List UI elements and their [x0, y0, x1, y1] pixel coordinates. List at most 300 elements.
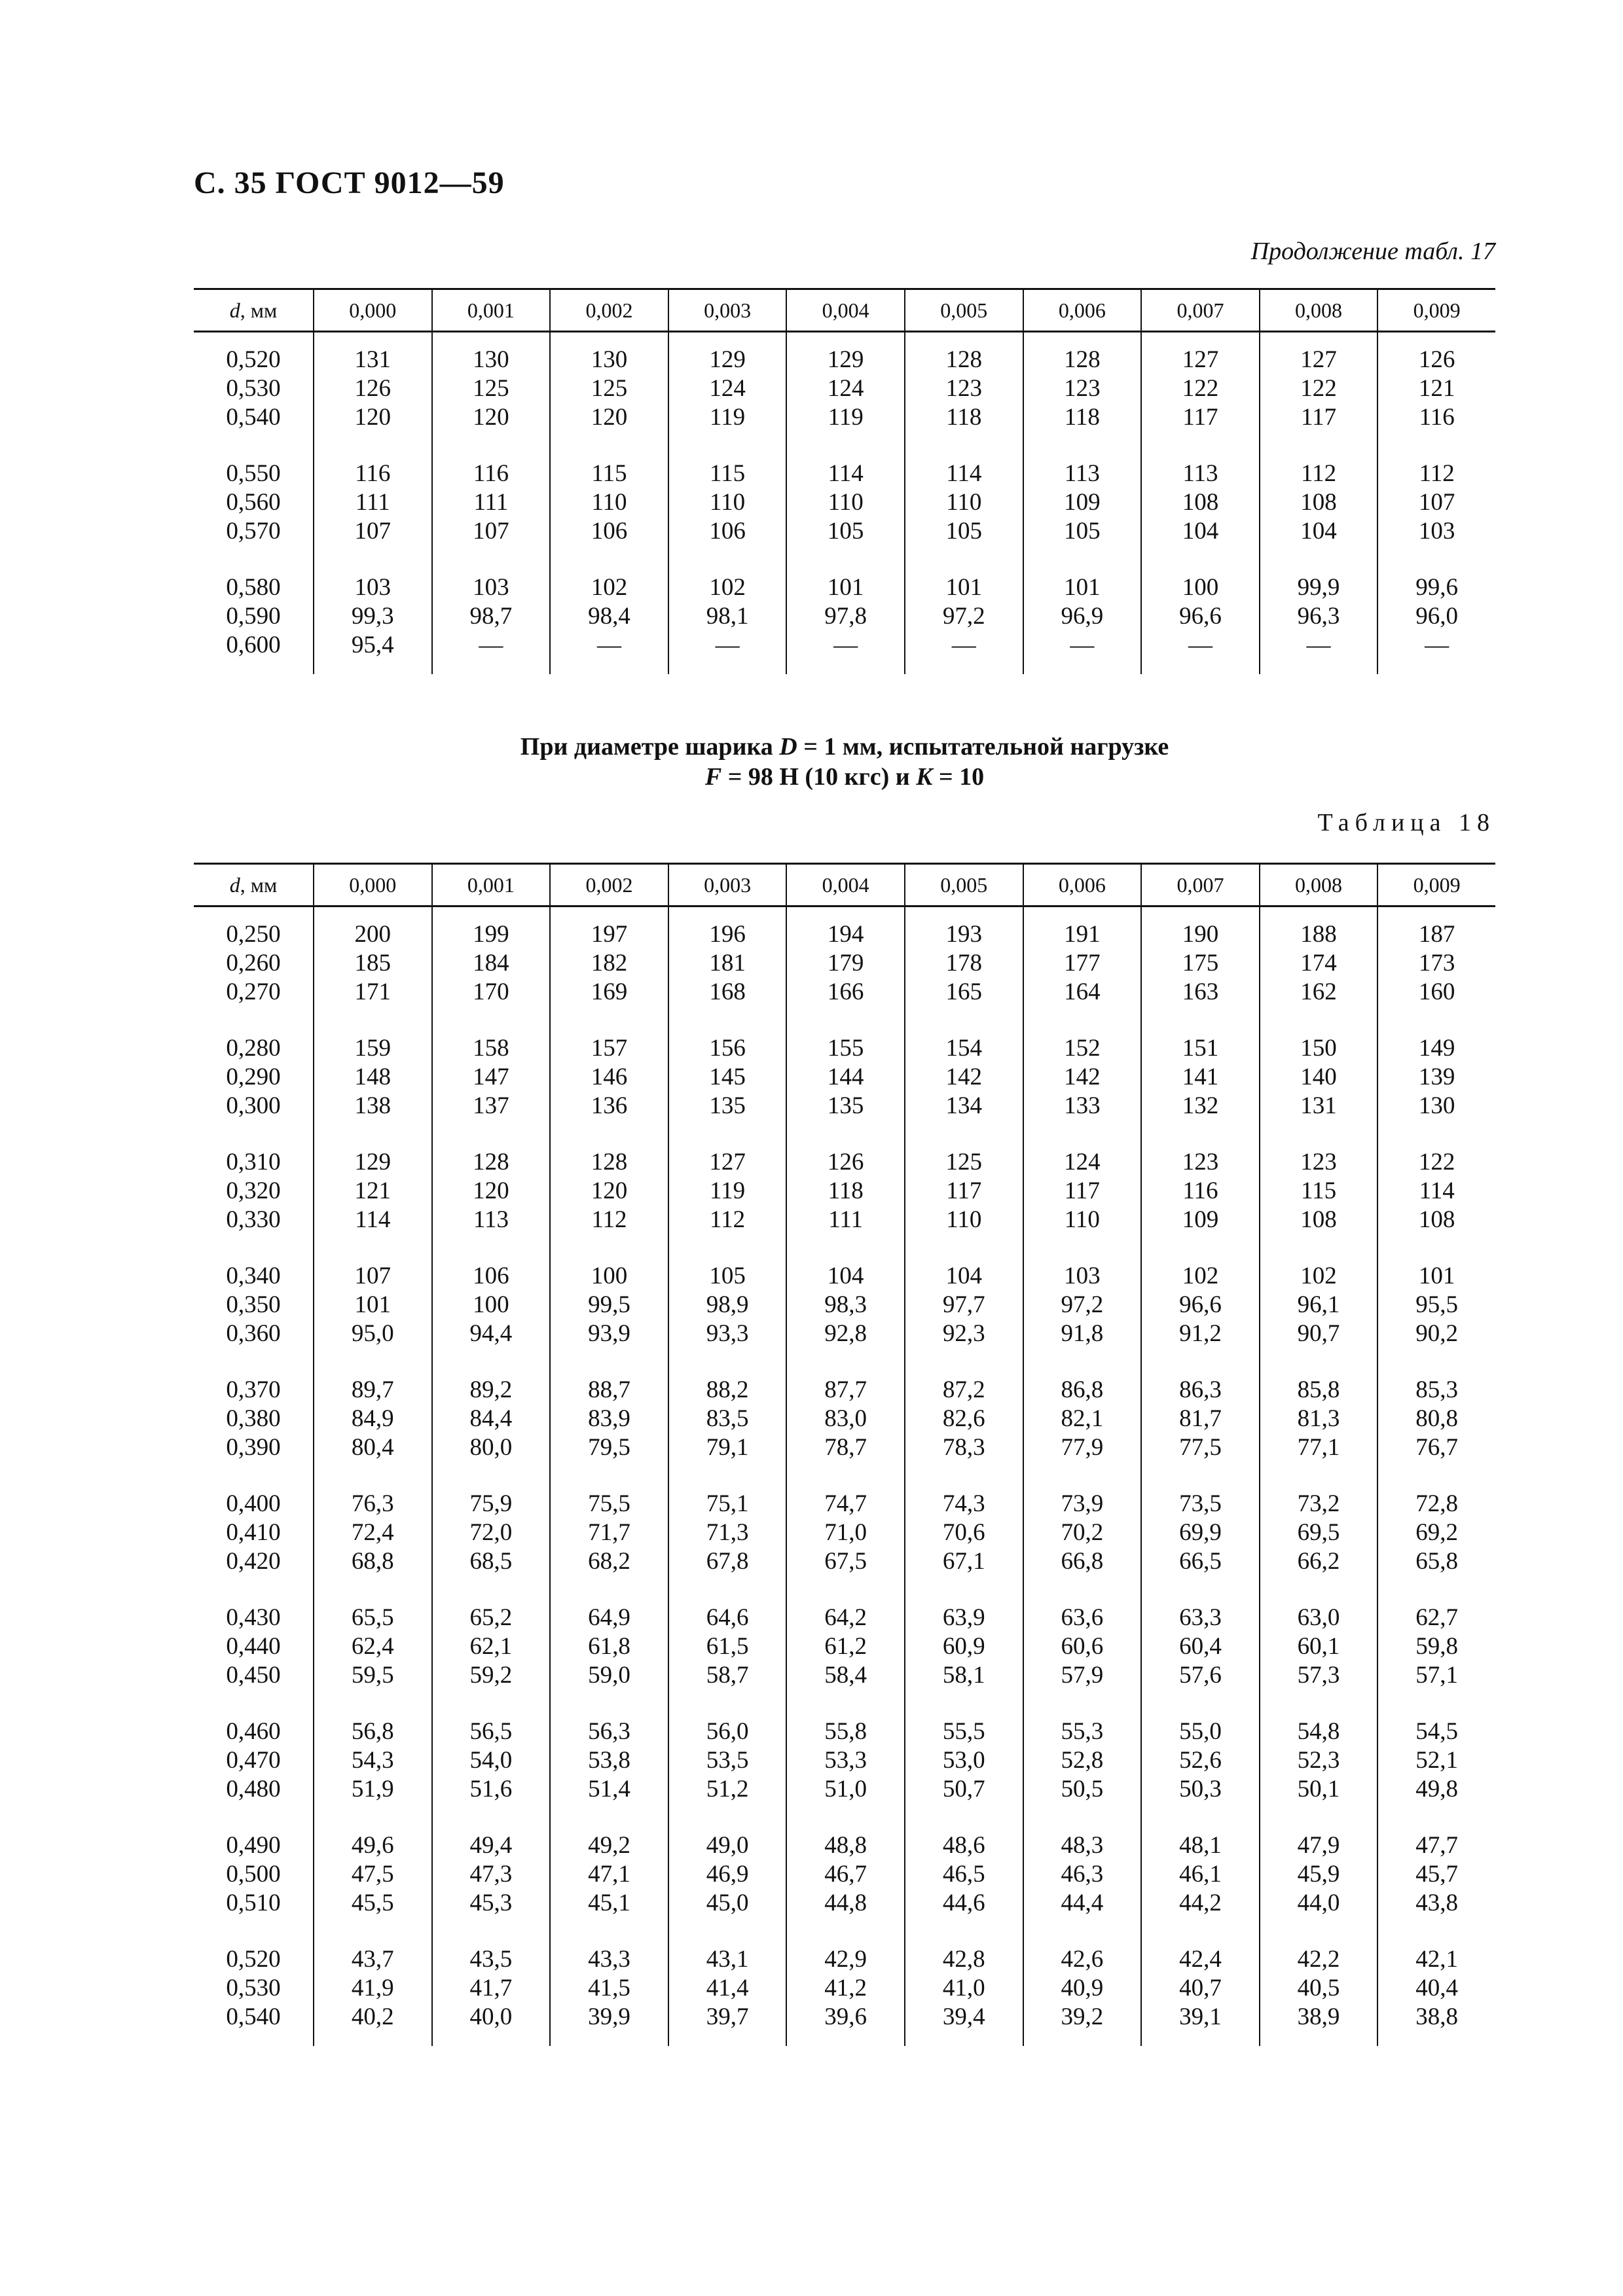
table-cell: 41,5 [588, 1975, 630, 2001]
table-column [786, 332, 904, 674]
table-cell: 123 [1064, 375, 1101, 402]
table-cell: 50,7 [942, 1776, 985, 1803]
table-cell: 105 [709, 1263, 746, 1289]
table-cell: 101 [1064, 574, 1101, 601]
row-label: 0,350 [226, 1291, 281, 1318]
table-cell: 101 [827, 574, 864, 601]
table-cell: 130 [1418, 1092, 1455, 1119]
table-cell: 158 [473, 1035, 509, 1062]
table-cell: 100 [473, 1291, 509, 1318]
table-cell: 54,0 [469, 1747, 513, 1774]
row-label: 0,490 [226, 1832, 281, 1859]
row-label: 0,550 [226, 460, 281, 487]
table-cell: 157 [591, 1035, 628, 1062]
table-cell: 84,9 [351, 1405, 394, 1432]
table-column [431, 332, 550, 674]
table-cell: 115 [710, 460, 746, 487]
table-cell: 127 [1182, 346, 1219, 373]
table-cell: 140 [1300, 1064, 1337, 1090]
table-cell: 61,8 [588, 1633, 630, 1660]
table-cell: 48,1 [1179, 1832, 1222, 1859]
column-header: 0,000 [313, 290, 431, 331]
table-cell: 45,9 [1297, 1861, 1340, 1888]
table-cell: 44,2 [1179, 1890, 1222, 1916]
table-cell: 62,1 [469, 1633, 513, 1660]
table-cell: 74,7 [824, 1490, 867, 1517]
table-cell: 59,2 [469, 1662, 513, 1689]
row-label: 0,400 [226, 1490, 281, 1517]
column-header: 0,009 [1377, 290, 1495, 331]
table-cell: 117 [1064, 1177, 1100, 1204]
table-cell: 116 [1419, 404, 1455, 431]
table-cell: 52,3 [1297, 1747, 1340, 1774]
row-label: 0,460 [226, 1718, 281, 1745]
table-cell: 77,1 [1297, 1434, 1340, 1461]
table-cell: 77,5 [1179, 1434, 1222, 1461]
row-label: 0,300 [226, 1092, 281, 1119]
table-cell: 193 [945, 921, 983, 948]
row-label: 0,580 [226, 574, 281, 601]
table-body [194, 332, 1495, 674]
table-cell: 122 [1182, 375, 1219, 402]
table-cell: — [715, 632, 740, 658]
row-label: 0,600 [226, 632, 281, 658]
table-cell: 135 [709, 1092, 746, 1119]
table-cell: 159 [354, 1035, 392, 1062]
table-cell: 60,4 [1179, 1633, 1222, 1660]
table-cell: — [1070, 632, 1095, 658]
table-cell: 93,3 [706, 1320, 749, 1347]
table-cell: 110 [946, 489, 982, 516]
table-cell: 43,5 [469, 1946, 513, 1973]
table-cell: 50,3 [1179, 1776, 1222, 1803]
table-cell: 56,0 [706, 1718, 749, 1745]
table-cell: 108 [1300, 1206, 1337, 1233]
table-cell: 154 [945, 1035, 983, 1062]
row-label: 0,470 [226, 1747, 281, 1774]
table-cell: 63,6 [1061, 1604, 1104, 1631]
row-label: 0,520 [226, 1946, 281, 1973]
table-cell: 40,7 [1179, 1975, 1222, 2001]
table-cell: 130 [473, 346, 509, 373]
table-cell: 123 [945, 375, 983, 402]
table-cell: 97,2 [942, 603, 985, 630]
table-cell: — [1425, 632, 1450, 658]
table-column [904, 332, 1023, 674]
table-cell: 39,7 [706, 2003, 749, 2030]
caption-line-1 [194, 732, 1495, 762]
table-cell: 64,9 [588, 1604, 630, 1631]
table-cell: 119 [710, 1177, 746, 1204]
table-cell: 94,4 [469, 1320, 513, 1347]
column-header: 0,007 [1140, 290, 1259, 331]
table-cell: 117 [946, 1177, 982, 1204]
column-header: 0,006 [1023, 865, 1141, 905]
table-cell: 85,8 [1297, 1376, 1340, 1403]
table-cell: 41,2 [824, 1975, 867, 2001]
row-label: 0,250 [226, 921, 281, 948]
table-cell: 98,9 [706, 1291, 749, 1318]
table-cell: 117 [1182, 404, 1218, 431]
table-cell: 52,1 [1415, 1747, 1459, 1774]
table-cell: 39,1 [1179, 2003, 1222, 2030]
table-cell: 97,7 [942, 1291, 985, 1318]
table-cell: 92,8 [824, 1320, 867, 1347]
table-cell: 113 [473, 1206, 509, 1233]
table-cell: 147 [473, 1064, 509, 1090]
table-cell: 49,6 [351, 1832, 394, 1859]
table-cell: 46,1 [1179, 1861, 1222, 1888]
table-cell: 108 [1418, 1206, 1455, 1233]
table-cell: 169 [591, 978, 628, 1005]
table-cell: 119 [710, 404, 746, 431]
caption-var-d: D [779, 733, 797, 761]
table-cell: 65,5 [351, 1604, 394, 1631]
table-cell: 47,3 [469, 1861, 513, 1888]
table-cell: 110 [828, 489, 864, 516]
row-label: 0,390 [226, 1434, 281, 1461]
table-cell: 102 [1182, 1263, 1219, 1289]
table-cell: 76,7 [1415, 1434, 1459, 1461]
table-cell: 56,3 [588, 1718, 630, 1745]
table-cell: 71,3 [706, 1519, 749, 1546]
column-header-d: d , мм [229, 872, 278, 897]
table-cell: 115 [1300, 1177, 1337, 1204]
table-cell: 55,0 [1179, 1718, 1222, 1745]
table-cell: 42,2 [1297, 1946, 1340, 1973]
table-column [1023, 907, 1141, 2046]
table-cell: 132 [1182, 1092, 1219, 1119]
table-cell: 55,5 [942, 1718, 985, 1745]
row-label: 0,560 [226, 489, 281, 516]
row-label: 0,320 [226, 1177, 281, 1204]
column-header: 0,007 [1140, 865, 1259, 905]
table-cell: 98,3 [824, 1291, 867, 1318]
table-cell: 89,7 [351, 1376, 394, 1403]
table-cell: 101 [945, 574, 983, 601]
table-column [313, 907, 431, 2046]
table-cell: 97,8 [824, 603, 867, 630]
table-cell: 128 [1064, 346, 1101, 373]
table-cell: 58,4 [824, 1662, 867, 1689]
table-cell: 136 [591, 1092, 628, 1119]
table-cell: 125 [473, 375, 509, 402]
table-cell: 125 [945, 1149, 983, 1175]
table-cell: 178 [945, 950, 983, 977]
table-cell: 89,2 [469, 1376, 513, 1403]
row-label: 0,290 [226, 1064, 281, 1090]
table-cell: 49,2 [588, 1832, 630, 1859]
table-column [313, 332, 431, 674]
table-cell: 124 [827, 375, 864, 402]
table-cell: 47,5 [351, 1861, 394, 1888]
table-cell: 108 [1182, 489, 1219, 516]
table-cell: 38,8 [1415, 2003, 1459, 2030]
table-cell: 56,8 [351, 1718, 394, 1745]
row-label: 0,280 [226, 1035, 281, 1062]
table-cell: 51,0 [824, 1776, 867, 1803]
table-cell: 121 [354, 1177, 392, 1204]
table-cell: 196 [709, 921, 746, 948]
table-cell: 115 [591, 460, 627, 487]
column-header: 0,000 [313, 865, 431, 905]
table-cell: 114 [355, 1206, 391, 1233]
table-cell: 117 [1300, 404, 1337, 431]
table-cell: 105 [1064, 518, 1101, 545]
table-cell: 149 [1418, 1035, 1455, 1062]
table-cell: 130 [591, 346, 628, 373]
column-header: 0,003 [668, 290, 786, 331]
table-cell: 150 [1300, 1035, 1337, 1062]
table-cell: 100 [591, 1263, 628, 1289]
column-header: 0,004 [786, 865, 904, 905]
row-label: 0,480 [226, 1776, 281, 1803]
table-cell: 44,6 [942, 1890, 985, 1916]
table-cell: 110 [946, 1206, 982, 1233]
table-cell: 44,0 [1297, 1890, 1340, 1916]
table-cell: 129 [354, 1149, 392, 1175]
table-cell: 42,8 [942, 1946, 985, 1973]
table-cell: 141 [1182, 1064, 1219, 1090]
table-cell: 151 [1182, 1035, 1219, 1062]
column-header: 0,003 [668, 865, 786, 905]
table-cell: 107 [354, 1263, 392, 1289]
table-cell: 86,8 [1061, 1376, 1104, 1403]
table-column [1023, 332, 1141, 674]
table-cell: 66,8 [1061, 1548, 1104, 1575]
caption-text: = 98 Н (10 кгс) и [721, 763, 917, 791]
row-label: 0,260 [226, 950, 281, 977]
table17-continuation-note: Продолжение табл. 17 [1250, 238, 1495, 265]
table-cell: 68,2 [588, 1548, 630, 1575]
row-label: 0,380 [226, 1405, 281, 1432]
table-cell: 72,4 [351, 1519, 394, 1546]
table-cell: 120 [473, 1177, 509, 1204]
table-cell: 122 [1300, 375, 1337, 402]
table-cell: 184 [473, 950, 509, 977]
table-cell: 50,5 [1061, 1776, 1104, 1803]
table-cell: 104 [1300, 518, 1337, 545]
table-cell: 55,3 [1061, 1718, 1104, 1745]
table-cell: — [479, 632, 503, 658]
table-cell: 103 [473, 574, 509, 601]
table-cell: 108 [1300, 489, 1337, 516]
table-cell: 96,1 [1297, 1291, 1340, 1318]
table-column [431, 907, 550, 2046]
table-cell: 131 [354, 346, 392, 373]
table-cell: 67,1 [942, 1548, 985, 1575]
table-cell: 118 [946, 404, 982, 431]
table-cell: 162 [1300, 978, 1337, 1005]
table-cell: 63,9 [942, 1604, 985, 1631]
table-cell: 51,4 [588, 1776, 630, 1803]
table-cell: 82,6 [942, 1405, 985, 1432]
table-cell: 44,4 [1061, 1890, 1104, 1916]
table-cell: 84,4 [469, 1405, 513, 1432]
table-cell: 43,1 [706, 1946, 749, 1973]
table-cell: 185 [354, 950, 392, 977]
table-cell: 41,4 [706, 1975, 749, 2001]
table-cell: 73,5 [1179, 1490, 1222, 1517]
table-cell: 171 [354, 978, 392, 1005]
table-cell: 114 [828, 460, 864, 487]
table-cell: 64,6 [706, 1604, 749, 1631]
table-cell: 83,5 [706, 1405, 749, 1432]
table-cell: 63,0 [1297, 1604, 1340, 1631]
table-cell: 127 [1300, 346, 1337, 373]
table-cell: 96,6 [1179, 1291, 1222, 1318]
table-cell: 58,1 [942, 1662, 985, 1689]
table-cell: 174 [1300, 950, 1337, 977]
table-cell: 107 [473, 518, 509, 545]
table-cell: 78,3 [942, 1434, 985, 1461]
table-column [1259, 907, 1377, 2046]
table-cell: 87,7 [824, 1376, 867, 1403]
table-cell: 54,5 [1415, 1718, 1459, 1745]
table-cell: 190 [1182, 921, 1219, 948]
table-cell: 45,0 [706, 1890, 749, 1916]
table-cell: 92,3 [942, 1320, 985, 1347]
row-label: 0,590 [226, 603, 281, 630]
table-cell: 71,0 [824, 1519, 867, 1546]
table-column [194, 907, 313, 2046]
table-cell: 145 [709, 1064, 746, 1090]
row-label: 0,540 [226, 2003, 281, 2030]
table-cell: 81,7 [1179, 1405, 1222, 1432]
table-cell: 134 [945, 1092, 983, 1119]
table-cell: 99,9 [1297, 574, 1340, 601]
table-cell: 87,2 [942, 1376, 985, 1403]
table-cell: 65,8 [1415, 1548, 1459, 1575]
caption-text: = 10 [932, 763, 985, 791]
table-cell: 142 [945, 1064, 983, 1090]
table-cell: 62,4 [351, 1633, 394, 1660]
table-cell: 57,6 [1179, 1662, 1222, 1689]
table-cell: 129 [827, 346, 864, 373]
table-cell: 61,5 [706, 1633, 749, 1660]
table-cell: 88,7 [588, 1376, 630, 1403]
table-column [194, 332, 313, 674]
table-cell: 97,2 [1061, 1291, 1104, 1318]
table-cell: 107 [1418, 489, 1455, 516]
table-cell: 53,3 [824, 1747, 867, 1774]
table-cell: 83,9 [588, 1405, 630, 1432]
table-cell: 181 [709, 950, 746, 977]
table-cell: 99,3 [351, 603, 394, 630]
table-cell: 46,5 [942, 1861, 985, 1888]
table-cell: 67,8 [706, 1548, 749, 1575]
row-label: 0,540 [226, 404, 281, 431]
table-cell: 116 [355, 460, 391, 487]
row-label: 0,430 [226, 1604, 281, 1631]
table-cell: 53,0 [942, 1747, 985, 1774]
table-cell: 120 [591, 1177, 628, 1204]
table-cell: 125 [591, 375, 628, 402]
table-cell: 128 [591, 1149, 628, 1175]
table-cell: 182 [591, 950, 628, 977]
table-cell: 70,2 [1061, 1519, 1104, 1546]
table-column [1377, 907, 1495, 2046]
row-label: 0,330 [226, 1206, 281, 1233]
table-cell: 96,3 [1297, 603, 1340, 630]
table-cell: 43,7 [351, 1946, 394, 1973]
table-cell: 110 [1064, 1206, 1100, 1233]
table-cell: 69,5 [1297, 1519, 1340, 1546]
table-cell: 66,2 [1297, 1548, 1340, 1575]
table-cell: 126 [354, 375, 392, 402]
table-cell: 99,5 [588, 1291, 630, 1318]
table-cell: 109 [1064, 489, 1101, 516]
table-cell: 57,3 [1297, 1662, 1340, 1689]
table-cell: 112 [1419, 460, 1455, 487]
table-cell: 45,1 [588, 1890, 630, 1916]
table-cell: 170 [473, 978, 509, 1005]
table-cell: 129 [709, 346, 746, 373]
table-cell: — [1306, 632, 1331, 658]
table-cell: 47,7 [1415, 1832, 1459, 1859]
table-cell: 48,6 [942, 1832, 985, 1859]
table-cell: 98,7 [469, 603, 513, 630]
table-cell: 49,0 [706, 1832, 749, 1859]
column-header: 0,002 [549, 290, 668, 331]
column-header: 0,001 [431, 290, 550, 331]
table-cell: 104 [945, 1263, 983, 1289]
table-cell: 98,4 [588, 603, 630, 630]
column-header: 0,009 [1377, 865, 1495, 905]
row-label: 0,440 [226, 1633, 281, 1660]
table-cell: 106 [709, 518, 746, 545]
table-cell: 80,4 [351, 1434, 394, 1461]
row-label: 0,360 [226, 1320, 281, 1347]
table-cell: 52,6 [1179, 1747, 1222, 1774]
table-cell: 41,9 [351, 1975, 394, 2001]
table-cell: 60,1 [1297, 1633, 1340, 1660]
table-cell: 56,5 [469, 1718, 513, 1745]
table-column [904, 907, 1023, 2046]
row-label: 0,530 [226, 375, 281, 402]
table-cell: 43,8 [1415, 1890, 1459, 1916]
caption-text: При диаметре шарика [520, 733, 780, 761]
table-cell: 42,1 [1415, 1946, 1459, 1973]
table-cell: 139 [1418, 1064, 1455, 1090]
column-header: 0,002 [549, 865, 668, 905]
table-cell: 133 [1064, 1092, 1101, 1119]
table-cell: 177 [1064, 950, 1101, 977]
table-cell: 128 [473, 1149, 509, 1175]
table-cell: 112 [591, 1206, 627, 1233]
table-cell: 80,0 [469, 1434, 513, 1461]
table-cell: 53,5 [706, 1747, 749, 1774]
table-cell: 122 [1418, 1149, 1455, 1175]
table-column [1140, 332, 1259, 674]
table-cell: 53,8 [588, 1747, 630, 1774]
table-cell: 107 [354, 518, 392, 545]
table-cell: 42,9 [824, 1946, 867, 1973]
table18-label: Таблица 18 [1317, 809, 1495, 836]
table-cell: 59,8 [1415, 1633, 1459, 1660]
table-cell: 67,5 [824, 1548, 867, 1575]
table-cell: 111 [355, 489, 390, 516]
table-cell: 105 [945, 518, 983, 545]
column-header: 0,001 [431, 865, 550, 905]
table-cell: 59,5 [351, 1662, 394, 1689]
table-cell: 127 [709, 1149, 746, 1175]
table-cell: 118 [1064, 404, 1100, 431]
table-cell: 45,7 [1415, 1861, 1459, 1888]
table-cell: 49,4 [469, 1832, 513, 1859]
table-cell: 45,5 [351, 1890, 394, 1916]
table-cell: 91,8 [1061, 1320, 1104, 1347]
